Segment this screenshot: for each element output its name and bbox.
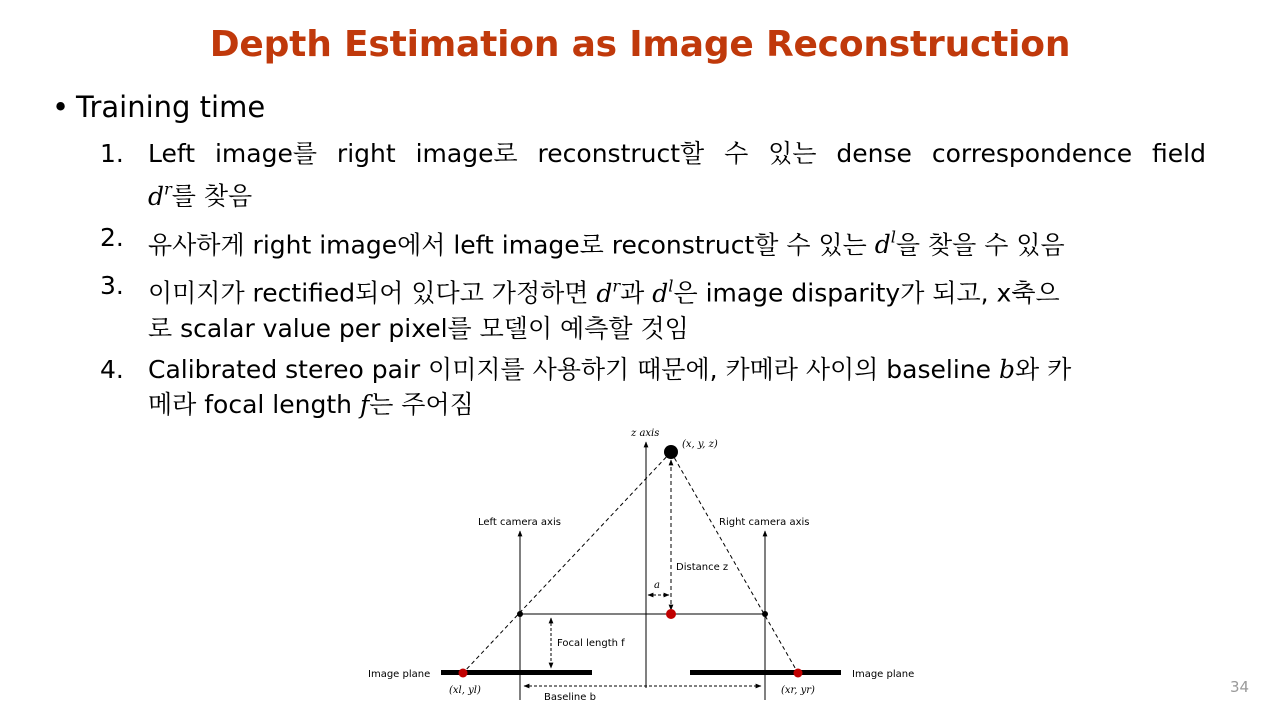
right-camera-center — [762, 611, 768, 617]
world-point — [664, 445, 678, 459]
world-point-label: (x, y, z) — [682, 439, 718, 450]
symbol-d-l: $d^l$ — [874, 227, 896, 260]
symbol-d-r: $d^r$ — [148, 179, 172, 211]
item-4-line-2: 메라 focal length f는 주어짐 — [148, 389, 474, 419]
offset-a-label: a — [654, 580, 660, 591]
symbol-d-l: $d^l$ — [652, 276, 674, 308]
item-1-line-1: Left image를 right image로 reconstruct할 수 있는 dense correspondence field — [148, 139, 1206, 168]
focal-length-label: Focal length f — [557, 638, 625, 649]
projected-center-point — [666, 609, 676, 619]
item-number: 1. — [100, 139, 124, 168]
item-1-line-2: $d^r$를 찾음 — [148, 179, 253, 211]
bullet-text: Training time — [76, 90, 266, 124]
item-number: 3. — [100, 271, 124, 301]
right-image-plane-label: Image plane — [852, 669, 915, 680]
left-camera-center — [517, 611, 523, 617]
left-image-point — [459, 669, 468, 678]
distance-z-label: Distance z — [676, 562, 729, 573]
left-point-label: (xl, yl) — [449, 685, 481, 696]
page-number: 34 — [1230, 678, 1250, 696]
right-image-plane — [690, 670, 841, 675]
baseline-label: Baseline b — [544, 692, 596, 703]
item-3-line-1: 이미지가 rectified되어 있다고 가정하면 $d^r$과 $d^l$은 image disparity가 되고, x축으 — [148, 276, 1060, 308]
left-camera-axis-label: Left camera axis — [478, 517, 561, 528]
symbol-b: b — [998, 354, 1015, 384]
bullet-dot: • — [52, 90, 70, 124]
right-camera-axis-label: Right camera axis — [719, 517, 810, 528]
item-3-line-2: 로 scalar value per pixel를 모델이 예측할 것임 — [148, 313, 689, 343]
left-image-plane-label: Image plane — [368, 669, 431, 680]
symbol-d-r: $d^r$ — [596, 276, 621, 308]
z-axis-label: z axis — [631, 428, 660, 439]
item-number: 2. — [100, 222, 124, 252]
right-point-label: (xr, yr) — [781, 685, 815, 696]
slide-title: Depth Estimation as Image Reconstruction — [209, 24, 1071, 65]
item-number: 4. — [100, 354, 124, 384]
symbol-f: f — [359, 389, 370, 419]
item-4-line-1: Calibrated stereo pair 이미지를 사용하기 때문에, 카메라 사이의 baseline b와 카 — [148, 354, 1072, 384]
right-image-point — [794, 669, 803, 678]
item-2-line-1: 유사하게 right image에서 left image로 reconstruct할 수 있는 $d^l$을 찾을 수 있음 — [148, 227, 1065, 260]
